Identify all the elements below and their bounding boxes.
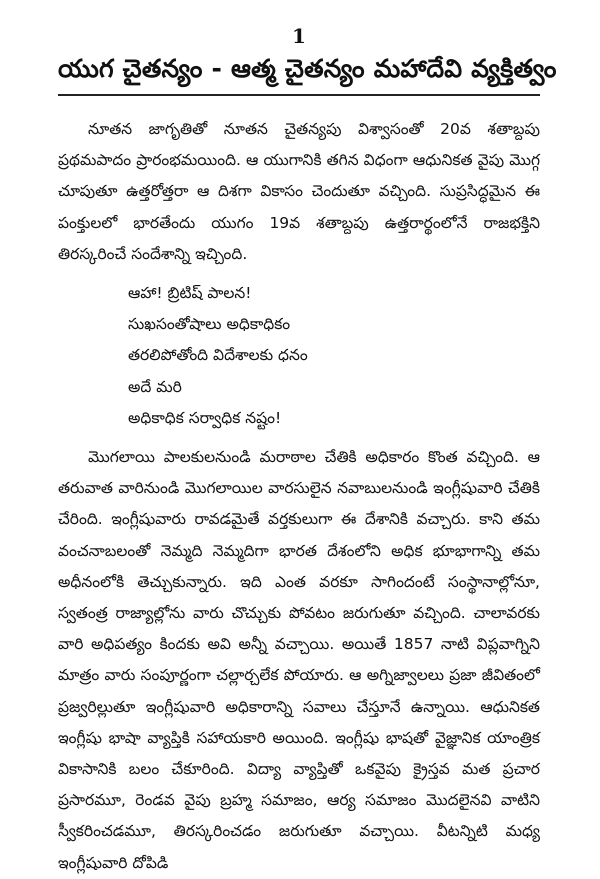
verse-line: అదే మరి <box>128 377 182 396</box>
verse-line: తరలిపోతోంది విదేశాలకు ధనం <box>128 346 308 365</box>
chapter-title: యుగ చైతన్యం - ఆత్మ చైతన్యం మహాదేవి వ్యక్తిత్వం <box>58 54 557 83</box>
verse-line: సుఖసంతోషాలు అధికాధికం <box>128 315 291 334</box>
verse-block <box>128 278 540 434</box>
paragraph-2-text: మొగలాయి పాలకులనుండి మరాఠాల చేతికి అధికారం కొంత వచ్చింది. ఆ తరువాత వారినుండి మొగలాయిల వారసులైన నవాబులనుండి ఇంగ్లీషువారి చేతికి చేరింది. ఇంగ్లీషువారు రావడమైతే వర్తకులుగా ఈ దేశానికి వచ్చారు. కాని తమ వంచనాబలంతో నెమ్మది నెమ్మదిగా భారత దేశంలోని అధిక భూభాగాన్ని తమ అధీనంలోకి తెచ్చుకున్నారు. ఇది ఎంత వరకూ సాగిందంటే సంస్థానాల్లోనూ, స్వతంత్ర రాజ్యాల్లోను వారు చొచ్చుకు పోవటం జరుగుతూ వచ్చింది. చాలావరకు వారి అధిపత్యం కిందకు అవి అన్నీ వచ్చాయి. అయితే 1857 నాటి విప్లవాగ్నిని మాత్రం వారు సంపూర్ణంగా చల్లార్చలేక పోయారు. ఆ అగ్నిజ్వాలలు ప్రజా జీవితంలో ప్రజ్వరిల్లుతూ ఇంగ్లీషువారి అధికారాన్ని సవాలు చేస్తూనే ఉన్నాయి. ఆధునికత ఇంగ్లీషు భాషా వ్యాప్తికి సహాయకారి అయింది. ఇంగ్లీషు భాషతో వైజ్ఞానిక యాంత్రిక వికాసానికి బలం చేకూరింది. విద్యా వ్యాప్తితో ఒకవైపు క్రైస్తవ మత ప్రచార ప్రసారమూ, రెండవ వైపు బ్రహ్మ సమాజం, ఆర్య సమాజం మొదలైనవి వాటిని స్వీకరించడమూ, తిరస్కరించడం జరుగుతూ వచ్చాయి. వీటన్నిటి మధ్య ఇంగ్లీషువారి దోపిడి <box>58 448 540 872</box>
paragraph-2 <box>58 442 540 879</box>
paragraph-1 <box>58 114 540 270</box>
paragraph-1-text: నూతన జాగృతితో నూతన చైతన్యపు విశ్వాసంతో 20వ శతాబ్దపు ప్రథమపాదం ప్రారంభమయింది. ఆ యుగానికి తగిన విధంగా ఆధునికత వైపు మొగ్గ చూపుతూ ఉత్తరోత్తరా ఆ దిశగా వికాసం చెందుతూ వచ్చింది. సుప్రసిద్ధమైన ఈ పంక్తులలో భారతేందు యుగం 19వ శతాబ్దపు ఉత్తరార్థంలోనే రాజభక్తిని తిరస్కరించే సందేశాన్ని ఇచ్చింది. <box>58 120 540 263</box>
verse-line: ఆహా! బ్రిటిష్ పాలన! <box>128 284 252 303</box>
title-underline <box>58 94 540 96</box>
chapter-number: 1 <box>292 24 306 48</box>
verse-line: అధికాధిక సర్వాధిక నష్టం! <box>128 408 282 427</box>
